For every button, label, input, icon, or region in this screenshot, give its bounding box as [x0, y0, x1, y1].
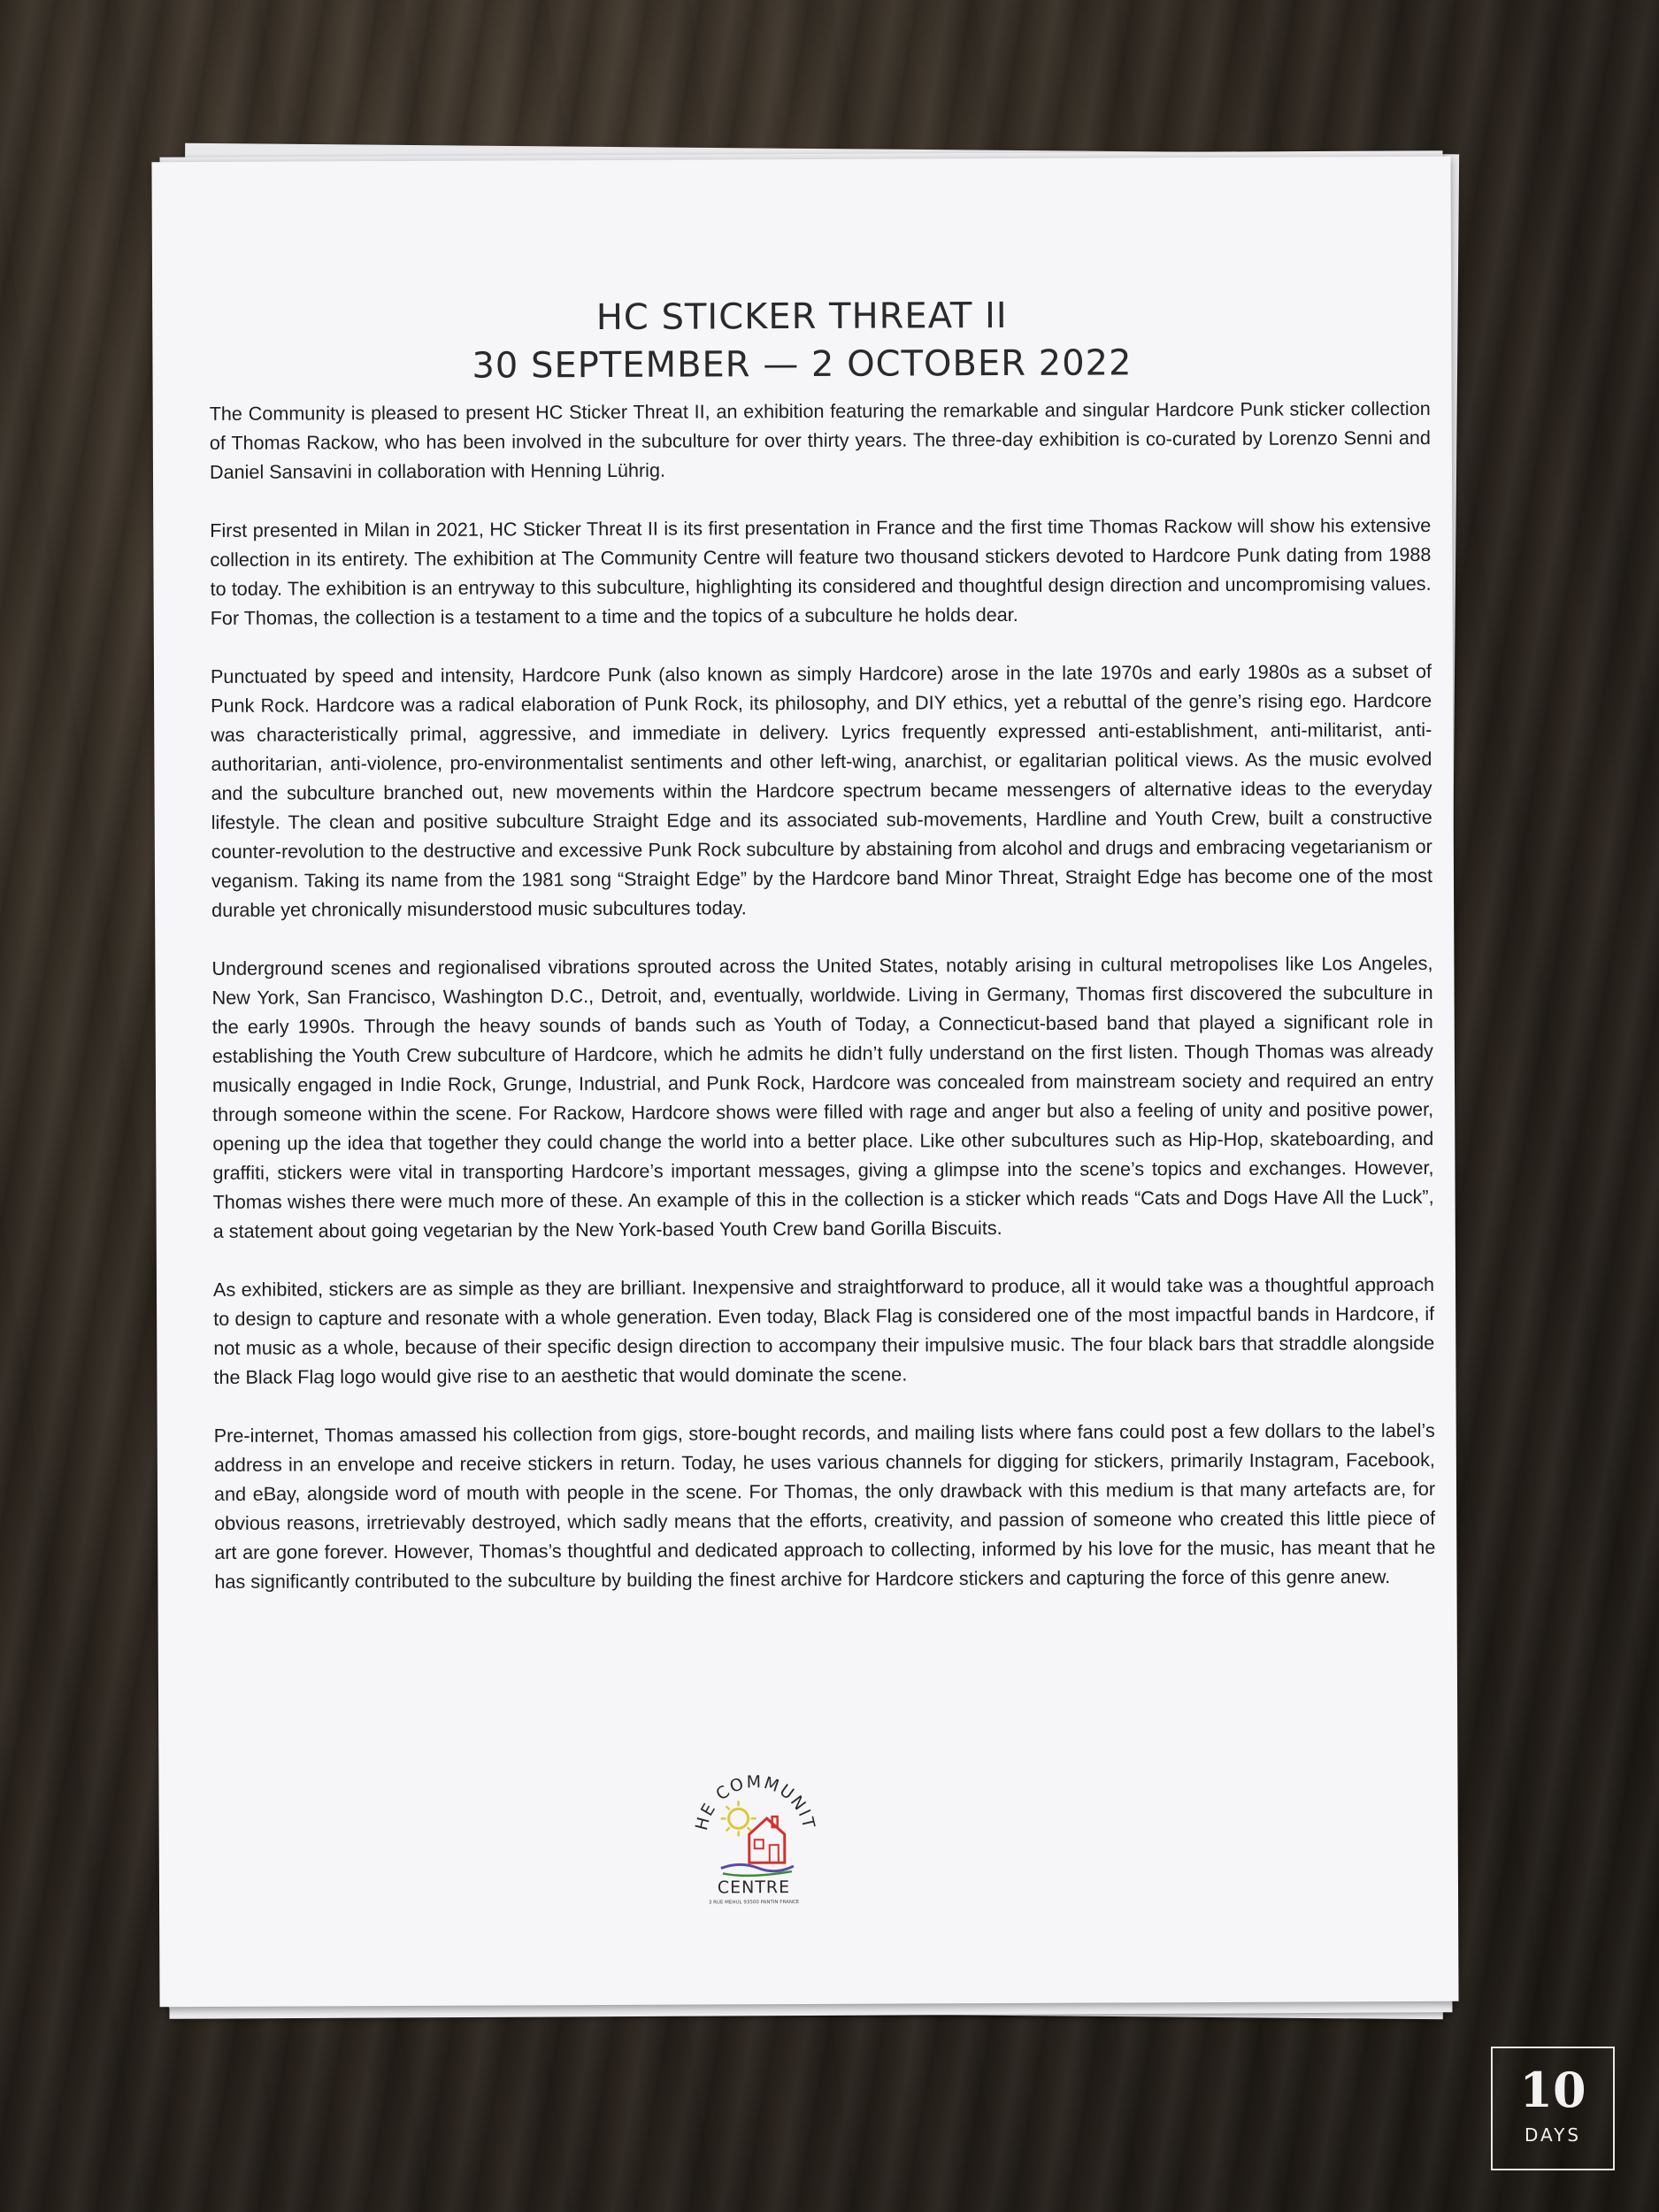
logo-centre-text: CENTRE	[717, 1878, 791, 1898]
paragraph-first-presented: First presented in Milan in 2021, HC Sticker Threat II is its first presentation in France and the first time Thomas Rackow will show his extensive collection in its entirety. The exhibition at The Community Centre will feature two thousand stickers devoted to Hardcore Punk dating from 1988 to today. The exhibition is an entryway to this subculture, highlighting its considered and thoughtful design direction and uncompromising values. For Thomas, the collection is a testament to a time and the topics of a subculture he holds dear.	[210, 513, 1432, 629]
document-page	[151, 157, 1458, 2007]
logo-address-text: 3 RUE MEHUL 93500 PANTIN FRANCE	[708, 1900, 800, 1906]
paragraph-intro: The Community is pleased to present HC Sticker Threat II, an exhibition featuring the remarkable and singular Hardcore Punk sticker collection of Thomas Rackow, who has been involved in the subculture for over thirty years. The three-day exhibition is co-curated by Lorenzo Senni and Daniel Sansavini in collaboration with Henning Lührig.	[209, 396, 1431, 483]
paragraph-hardcore-history: Punctuated by speed and intensity, Hardcore Punk (also known as simply Hardcore) arose in the late 1970s and early 1980s as a subset of Punk Rock. Hardcore was a radical elaboration of Punk Rock, its philosophy, and DIY ethics, yet a rebuttal of the genre’s rising ego. Hardcore was characteristically primal, aggressive, and immediate in delivery. Lyrics frequently expressed anti-establishment, anti-militarist, anti-authoritarian, anti-violence, pro-environmentalist sentiments and other left-wing, anarchist, or egalitarian political views. As the music evolved and the subculture branched out, new movements within the Hardcore spectrum became messengers of alternative ideas to the everyday lifestyle. The clean and positive subculture Straight Edge and its associated sub-movements, Hardline and Youth Crew, built a constructive counter-revolution to the destructive and excessive Punk Rock subculture by abstaining from alcohol and drugs and embracing vegetarianism or veganism. Taking its name from the 1981 song “Straight Edge” by the Hardcore band Minor Threat, Straight Edge has become one of the most durable yet chronically misunderstood music subcultures today.	[210, 659, 1433, 921]
title-line-2-dates: 30 SEPTEMBER — 2 OCTOBER 2022	[472, 342, 1133, 388]
house-and-sun-icon	[687, 1730, 820, 1908]
title-line-1: HC STICKER THREAT II	[595, 296, 1008, 339]
paragraph-underground-scenes: Underground scenes and regionalised vibrations sprouted across the United States, notably arising in cultural metropolises like Los Angeles, New York, San Francisco, Washington D.C., Detroit, and, eventually, worldwide. Living in Germany, Thomas first discovered the subculture in the early 1990s. Through the heavy sounds of bands such as Youth of Today, a Connecticut-based band that played a significant role in establishing the Youth Crew subculture of Hardcore, which he admits he didn’t fully understand on the first listen. Though Thomas was already musically engaged in Indie Rock, Grunge, Industrial, and Punk Rock, Hardcore was concealed from mainstream society and required an entry through someone within the scene. For Rackow, Hardcore shows were filled with rage and anger but also a feeling of unity and positive power, opening up the idea that together they could change the world into a better place. Like other subcultures such as Hip-Hop, skateboarding, and graffiti, stickers were vital in transporting Hardcore’s important messages, giving a glimpse into the scene’s topics and exchanges. However, Thomas wishes there were much more of these. An example of this in the collection is a sticker which reads “Cats and Dogs Have All the Luck”, a statement about going vegetarian by the New York-based Youth Crew band Gorilla Biscuits.	[211, 951, 1434, 1242]
document-title	[152, 290, 1451, 391]
paragraph-pre-internet: Pre-internet, Thomas amassed his collection from gigs, store-bought records, and mailing lists where fans could post a few dollars to the label’s address in an envelope and receive stickers in return. Today, he uses various channels for digging for stickers, primarily Instagram, Facebook, and eBay, alongside word of mouth with people in the scene. For Thomas, the only drawback with this medium is that many artefacts are, for obvious reasons, irretrievably destroyed, which sadly means that the efforts, creativity, and passion of someone who created this little piece of art are gone forever. However, Thomas’s thoughtful and dedicated approach to collecting, informed by his love for the music, has meant that he has significantly contributed to the subculture by building the finest archive for Hardcore stickers and capturing the force of this genre anew.	[213, 1418, 1436, 1593]
document-body	[210, 394, 1436, 1625]
logo-arc-text: THE COMMUNITY	[691, 1772, 819, 1832]
ten-days-watermark	[1491, 2047, 1615, 2170]
watermark-number: 10	[1519, 2062, 1586, 2118]
paragraph-stickers-design: As exhibited, stickers are as simple as they are brilliant. Inexpensive and straightforward to produce, all it would take was a thoughtful approach to design to capture and resonate with a whole generation. Even today, Black Flag is considered one of the most impactful bands in Hardcore, if not music as a whole, because of their specific design direction to accompany their impulsive music. The four black bars that straddle alongside the Black Flag logo would give rise to an aesthetic that would dominate the scene.	[212, 1272, 1435, 1388]
watermark-label: DAYS	[1524, 2124, 1582, 2146]
community-centre-logo	[687, 1730, 820, 1908]
svg-text:THE COMMUNITY	[687, 1730, 818, 1832]
